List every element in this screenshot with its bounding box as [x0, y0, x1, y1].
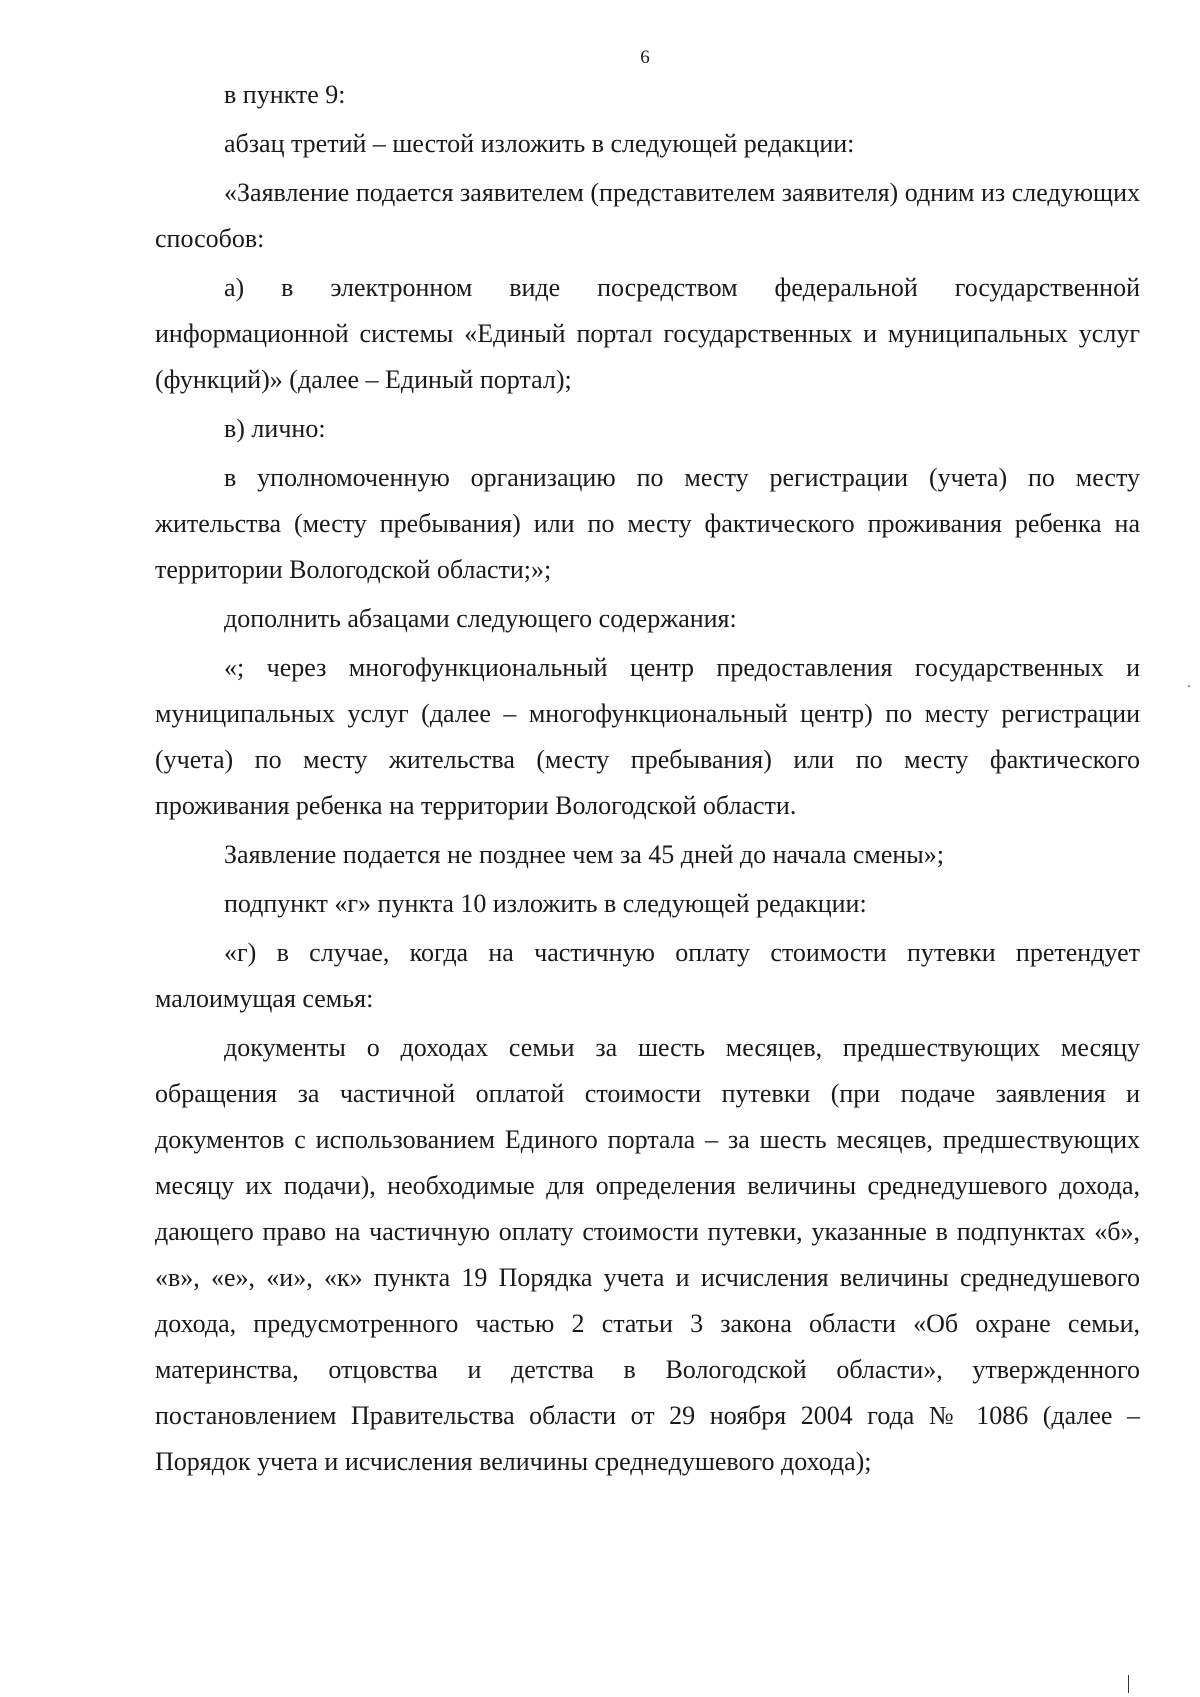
- paragraph-electronic-submission: а) в электронном виде посредством федеральной государственной информационной системы «Единый портал государственных и муниципальных услуг (функций)» (далее – Единый портал);: [155, 273, 1140, 394]
- page-number: 6: [640, 47, 650, 68]
- scan-artifact-mark: [1128, 1675, 1129, 1693]
- paragraph-supplement-instruction: дополнить абзацами следующего содержания:: [224, 604, 737, 633]
- paragraph-mfc-submission: «; через многофункциональный центр предоставления государственных и муниципальных услуг (далее – многофункциональный центр) по месту регистрации (учета) по месту жительства (месту пребывания) или по месту фактического проживания ребенка на территории Вологодской области.: [155, 653, 1140, 820]
- paragraph-low-income-family: «г) в случае, когда на частичную оплату стоимости путевки претендует малоимущая семья:: [155, 938, 1140, 1013]
- scan-artifact-dot: [1188, 685, 1190, 687]
- document-body: [155, 72, 1140, 1488]
- paragraph-in-person: в) лично:: [224, 414, 326, 443]
- paragraph-submission-deadline: Заявление подается не позднее чем за 45 дней до начала смены»;: [224, 840, 945, 869]
- paragraph-amendment-instruction: абзац третий – шестой изложить в следующей редакции:: [224, 129, 855, 158]
- paragraph-authorized-organization: в уполномоченную организацию по месту регистрации (учета) по месту жительства (месту пребывания) или по месту фактического проживания ребенка на территории Вологодской области;»;: [155, 463, 1140, 584]
- paragraph-submission-methods: «Заявление подается заявителем (представителем заявителя) одним из следующих способов:: [155, 178, 1140, 253]
- paragraph-point-9: в пункте 9:: [224, 80, 346, 109]
- paragraph-subpoint-g-instruction: подпункт «г» пункта 10 изложить в следующей редакции:: [224, 889, 867, 918]
- paragraph-income-documents: документы о доходах семьи за шесть месяцев, предшествующих месяцу обращения за частичной оплатой стоимости путевки (при подаче заявления и документов с использованием Единого портала – за шесть месяцев, предшествующих месяцу их подачи), необходимые для определения величины среднедушевого дохода, дающего право на частичную оплату стоимости путевки, указанные в подпунктах «б», «в», «е», «и», «к» пункта 19 Порядка учета и исчисления величины среднедушевого дохода, предусмотренного частью 2 статьи 3 закона области «Об охране семьи, материнства, отцовства и детства в Вологодской области», утвержденного постановлением Правительства области от 29 ноября 2004 года № 1086 (далее – Порядок учета и исчисления величины среднедушевого дохода);: [155, 1033, 1140, 1476]
